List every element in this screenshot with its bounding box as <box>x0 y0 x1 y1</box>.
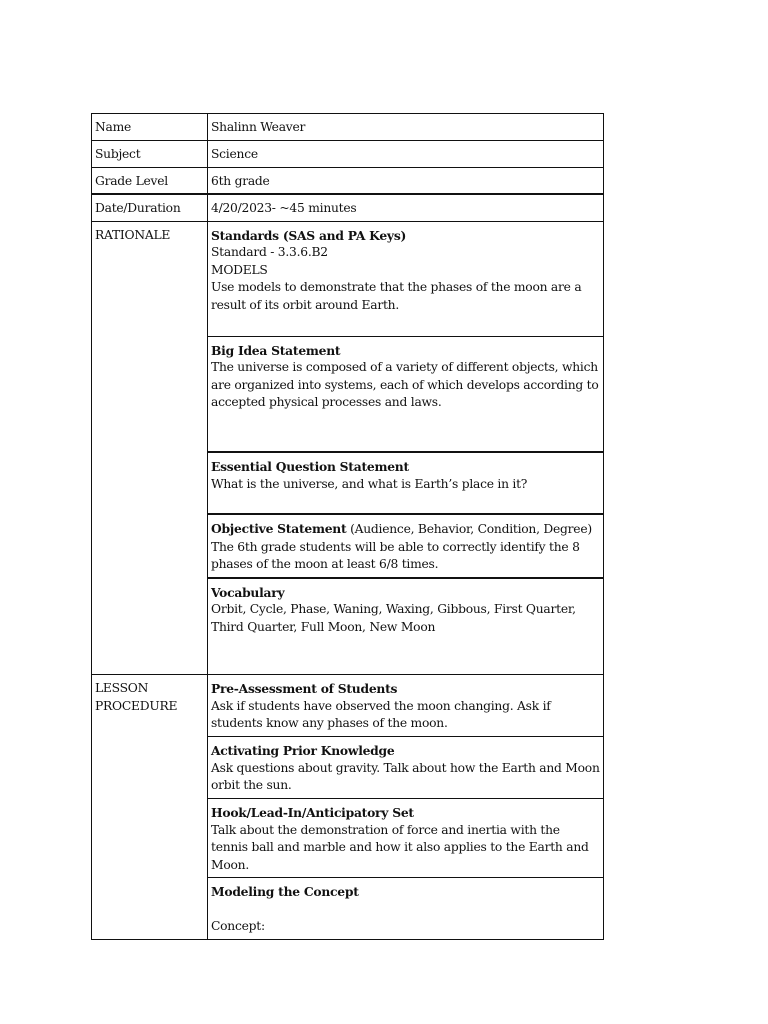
standards-description: Use models to demonstrate that the phases of the moon are a result of its orbit around Earth. <box>211 280 582 312</box>
standards-row <box>92 221 604 336</box>
objective-heading: Objective Statement <box>211 521 347 536</box>
lesson-label-line2: PROCEDURE <box>95 698 178 713</box>
pre-assessment-cell <box>208 675 604 737</box>
pre-assessment-heading: Pre-Assessment of Students <box>211 681 398 696</box>
subject-value: Science <box>208 141 604 168</box>
grade-value: 6th grade <box>208 167 604 194</box>
lesson-label-line1: LESSON <box>95 681 149 695</box>
date-label: Date/Duration <box>92 194 208 221</box>
date-row <box>92 194 604 221</box>
essential-question-cell <box>208 452 604 514</box>
pre-assessment-row <box>92 675 604 737</box>
prior-knowledge-text: Ask questions about gravity. Talk about how the Earth and Moon orbit the sun. <box>211 760 600 792</box>
big-idea-cell <box>208 336 604 452</box>
hook-cell <box>208 799 604 878</box>
big-idea-text: The universe is composed of a variety of different objects, which are organized into systems, each of which develops according to accepted physical processes and laws. <box>211 360 599 409</box>
lesson-plan-table <box>91 113 604 940</box>
date-value: 4/20/2023- ~45 minutes <box>208 194 604 221</box>
vocabulary-heading: Vocabulary <box>211 584 285 600</box>
lesson-plan-document <box>91 113 603 940</box>
grade-label: Grade Level <box>92 167 208 194</box>
pre-assessment-text: Ask if students have observed the moon changing. Ask if students know any phases of the moon. <box>211 698 551 730</box>
subject-label: Subject <box>92 141 208 168</box>
prior-knowledge-heading: Activating Prior Knowledge <box>211 743 395 758</box>
lesson-procedure-label <box>92 675 208 940</box>
modeling-heading: Modeling the Concept <box>211 884 359 899</box>
rationale-label: RATIONALE <box>92 221 208 675</box>
subject-row <box>92 141 604 168</box>
essential-question-heading: Essential Question Statement <box>211 459 409 474</box>
hook-heading: Hook/Lead-In/Anticipatory Set <box>211 805 414 820</box>
objective-cell <box>208 514 604 578</box>
essential-question-text: What is the universe, and what is Earth’s place in it? <box>211 476 528 491</box>
big-idea-heading: Big Idea Statement <box>211 342 341 358</box>
modeling-text: Concept: <box>211 918 265 933</box>
vocabulary-cell <box>208 578 604 675</box>
vocabulary-text: Orbit, Cycle, Phase, Waning, Waxing, Gibbous, First Quarter, Third Quarter, Full Moon, New Moon <box>211 602 576 634</box>
prior-knowledge-cell <box>208 737 604 799</box>
objective-heading-note: (Audience, Behavior, Condition, Degree) <box>346 522 592 536</box>
hook-text: Talk about the demonstration of force and inertia with the tennis ball and marble and how it also applies to the Earth and Moon. <box>211 822 589 872</box>
standards-code: Standard - 3.3.6.B2 <box>211 245 328 259</box>
modeling-cell <box>208 878 604 940</box>
name-row <box>92 114 604 141</box>
standards-cell <box>208 221 604 336</box>
objective-text: The 6th grade students will be able to correctly identify the 8 phases of the moon at least 6/8 times. <box>211 539 580 571</box>
standards-heading: Standards (SAS and PA Keys) <box>211 227 407 243</box>
name-label: Name <box>92 114 208 141</box>
grade-row <box>92 167 604 194</box>
standards-category: MODELS <box>211 262 268 277</box>
name-value: Shalinn Weaver <box>208 114 604 141</box>
